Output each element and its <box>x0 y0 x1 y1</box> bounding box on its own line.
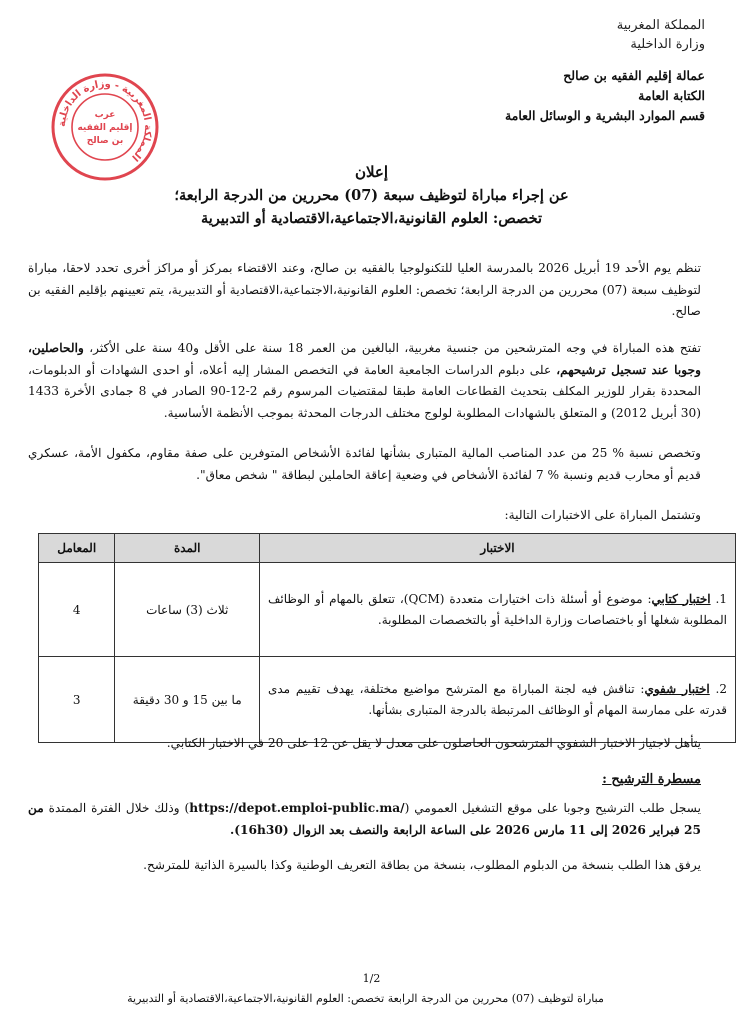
application-heading: مسطرة الترشيح : <box>602 772 701 787</box>
test-name: اختبار شفوي <box>644 681 710 696</box>
test-cell <box>259 657 735 743</box>
p2-text-2: على دبلوم الدراسات الجامعية العامة في التخصص المشار إليه أعلاه، أو احدى الشهادات أو الدبلومات، المحددة بقرار للوزير المكلف بتحديث القطاعات العامة طبقا لمقتضيات المرسوم رقم 2-12-90 الصادر في 8 جمادى الأخرة 1433 (30 أبريل 2012) و المتعلق بالشهادات المطلوبة لولوج مختلف الدرجات المحدثة بموجب الأنظمة الأساسية. <box>28 362 701 420</box>
stamp-center-line-1: عرب <box>94 110 116 120</box>
after-table-note: يتأهل لاجتياز الاختبار الشفوي المترشحون الحاصلون على معدل لا يقل عن 12 على 20 في الاختبار الكتابي. <box>166 736 701 750</box>
p2-text-1: تفتح هذه المباراة في وجه المترشحين من جنسية مغربية، البالغين من العمر 18 سنة على الأقل و40 سنة على الأكثر، <box>83 341 701 355</box>
header-secretariat: الكتابة العامة <box>638 88 705 103</box>
header-division: قسم الموارد البشرية و الوسائل العامة <box>504 108 705 123</box>
header-kingdom-block <box>545 16 705 54</box>
header-kingdom: المملكة المغربية <box>616 18 705 33</box>
title-specialty: تخصص: العلوم القانونية،الاجتماعية،الاقتصادية أو التدبيرية <box>200 210 543 227</box>
footer-text: مباراة لتوظيف (07) محررين من الدرجة الرابعة تخصص: العلوم القانونية،الاجتماعية،الاقتصادية أو التدبيرية <box>127 992 604 1005</box>
test-number: 2. <box>715 681 727 696</box>
announcement-title <box>60 160 683 230</box>
exam-table <box>38 533 736 743</box>
coef-cell: 3 <box>39 657 115 743</box>
duration-cell: ثلاث (3) ساعات <box>115 563 260 657</box>
header-admin-block <box>465 66 705 126</box>
test-number: 1. <box>715 591 727 606</box>
title-announcement: إعلان <box>354 163 389 181</box>
test-cell <box>259 563 735 657</box>
duration-cell: ما بين 15 و 30 دقيقة <box>115 657 260 743</box>
app-text-2: ) وذلك خلال الفترة الممتدة <box>43 801 190 815</box>
header-ministry: وزارة الداخلية <box>630 37 705 52</box>
coef-cell: 4 <box>39 563 115 657</box>
header-province: عمالة إقليم الفقيه بن صالح <box>563 68 705 83</box>
app-text-1: يسجل طلب الترشيح وجوبا على موقع التشغيل العمومي ( <box>404 801 701 815</box>
title-subject: عن إجراء مباراة لتوظيف سبعة (07) محررين من الدرجة الرابعة؛ <box>174 187 569 204</box>
p2-bold: والحاصلين، وجوبا عند تسجيل ترشيحهم، <box>28 341 702 377</box>
intro-paragraph-2 <box>28 338 701 424</box>
intro-paragraph-4: وتشتمل المباراة على الاختبارات التالية: <box>504 508 701 522</box>
test-desc: : موضوع أو أسئلة ذات اختيارات متعددة (QCM)، تتعلق بالمهام أو الوظائف المطلوبة شغلها أو باختصاصات وزارة الداخلية أو بالتخصصات المطلوبة. <box>267 591 727 627</box>
page-number: 1/2 <box>362 972 381 985</box>
header-coef: المعامل <box>39 534 115 563</box>
header-duration: المدة <box>115 534 260 563</box>
test-name: اختبار كتابي <box>651 591 711 606</box>
intro-paragraph-3: وتخصص نسبة % 25 من عدد المناصب المالية المتبارى بشأنها لفائدة الأشخاص المتوفرين على صفة مقاوم، مكفول الأمة، عسكري قديم أو محارب قديم ونسبة % 7 لفائدة الأشخاص في وضعية إعاقة الحاملين لبطاقة " شخص معاق". <box>28 446 701 482</box>
header-test: الاختبار <box>259 534 735 563</box>
intro-paragraph-1: تنظم يوم الأحد 19 أبريل 2026 بالمدرسة العليا للتكنولوجيا بالفقيه بن صالح، وعند الاقتضاء بمركز أو مراكز أخرى تحدد لاحقا، مباراة لتوظيف سبعة (07) محررين من الدرجة الرابعة؛ تخصص: العلوم القانونية،الاجتماعية،الاقتصادية أو التدبيرية، يتم تعيينهم بإقليم الفقيه بن صالح. <box>28 261 701 318</box>
table-row <box>39 657 736 743</box>
stamp-center-line-2: إقليم الفقيه <box>77 123 133 133</box>
test-desc: : تناقش فيه لجنة المباراة مع المترشح مواضيع مختلفة، يهدف تقييم مدى قدرته على ممارسة المهام أو الوظائف المرتبطة بالدرجة المتبارى بشأنها. <box>267 681 727 717</box>
stamp-center-line-3: بن صالح <box>86 136 124 146</box>
application-url-link[interactable]: https://depot.emploi-public.ma/ <box>189 801 405 815</box>
table-header-row <box>39 534 736 563</box>
stamp-ring-text: المملكة المغربية - وزارة الداخلية <box>56 78 154 163</box>
application-paragraph-2: يرفق هذا الطلب بنسخة من الدبلوم المطلوب، بنسخة من بطاقة التعريف الوطنية وكذا بالسيرة الذاتية للمترشح. <box>143 858 701 872</box>
application-paragraph-1 <box>28 798 701 841</box>
table-row <box>39 563 736 657</box>
app-period: من 25 فبراير 2026 إلى 11 مارس 2026 على الساعة الرابعة والنصف بعد الزوال (16h30). <box>28 801 701 837</box>
